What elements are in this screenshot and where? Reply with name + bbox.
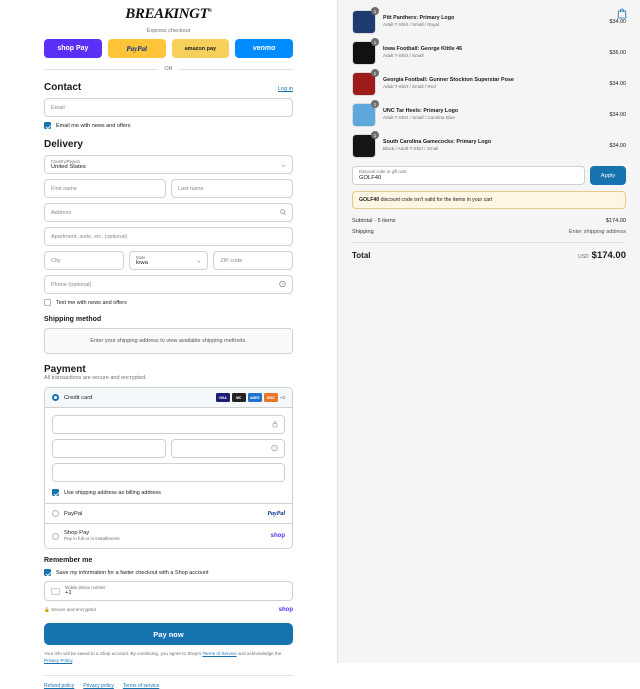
payment-title: Payment (44, 364, 86, 375)
product-price: $34.00 (609, 19, 626, 25)
amex-icon: AMEX (248, 393, 262, 402)
venmo-button[interactable]: venmo (235, 39, 293, 58)
card-number-field[interactable] (52, 415, 285, 434)
credit-card-radio[interactable] (52, 394, 59, 401)
billing-address-checkbox[interactable] (52, 489, 59, 496)
shipping-row (352, 229, 626, 235)
product-info (383, 15, 603, 28)
legal-text-1: Your info will be saved to a Shop account. By continuing, you agree to Shop's (44, 651, 202, 656)
express-checkout-label: Express checkout (146, 28, 191, 34)
privacy-policy-link[interactable]: Privacy Policy (44, 657, 73, 663)
product-price: $34.00 (609, 112, 626, 118)
product-info (383, 108, 603, 121)
express-checkout-buttons (44, 39, 293, 58)
help-icon[interactable] (271, 444, 278, 453)
shop-pay-label: Shop Pay (64, 530, 90, 536)
privacy-policy-link[interactable]: Privacy policy (83, 682, 114, 689)
email-placeholder: Email (51, 104, 65, 111)
remember-me-title: Remember me (44, 557, 93, 564)
shop-pay-radio[interactable] (52, 533, 59, 540)
contact-title: Contact (44, 82, 82, 93)
secure-row (44, 607, 293, 613)
shipping-method-title: Shipping method (44, 316, 102, 323)
phone-placeholder: Phone (optional) (51, 281, 92, 288)
state-label: State (135, 254, 146, 260)
list-item (352, 41, 626, 65)
mobile-phone-label: Mobile phone number (65, 584, 106, 590)
store-header (0, 0, 337, 28)
shop-pay-option[interactable] (45, 523, 292, 548)
name-row (44, 179, 293, 203)
more-cards-label[interactable]: +3 (279, 395, 285, 400)
discount-warning-text: discount code isn't valid for the items in your cart (380, 197, 493, 203)
state-select[interactable] (129, 251, 209, 270)
legal-text-3: . (72, 657, 74, 663)
product-name: South Carolina Gamecocks: Primary Logo (383, 139, 492, 146)
cvv-field[interactable] (171, 439, 285, 458)
product-variant: Black / Adult T-Shirt / Small (383, 146, 439, 152)
paypal-label: PayPal (64, 510, 83, 517)
mobile-phone-value: +1 (65, 590, 72, 597)
chevron-down-icon: ⌄ (196, 258, 202, 264)
discount-warning (352, 191, 626, 209)
product-variant: Adult T-Shirt / Small / Carolina Blue (383, 115, 455, 121)
zip-placeholder: ZIP code (220, 257, 243, 264)
paypal-option[interactable] (45, 503, 292, 523)
total-amount (578, 250, 626, 261)
shop-pay-text (64, 530, 266, 542)
zip-field[interactable] (213, 251, 293, 270)
mastercard-icon: MC (232, 393, 246, 402)
product-thumbnail (352, 134, 376, 158)
quantity-badge: 1 (371, 69, 379, 77)
city-state-zip-row (44, 251, 293, 275)
help-icon[interactable] (279, 280, 286, 289)
refund-policy-link[interactable]: Refund policy (44, 682, 75, 689)
lock-icon (272, 420, 278, 429)
product-info (383, 46, 603, 59)
address-field[interactable] (44, 203, 293, 222)
last-name-placeholder: Last name (178, 185, 204, 192)
last-name-field[interactable] (171, 179, 293, 198)
terms-of-service-link[interactable]: Terms of Service (202, 651, 237, 656)
secure-note: 🔒 Secure and encrypted (44, 607, 96, 612)
billing-address-label: Use shipping address as billing address (64, 489, 161, 496)
total-currency: USD (578, 254, 589, 260)
list-item (352, 10, 626, 34)
product-thumbnail (352, 103, 376, 127)
product-name: Iowa Football: George Kittle 46 (383, 46, 463, 53)
search-icon[interactable] (280, 209, 286, 217)
paypal-button[interactable]: PayPal (108, 39, 166, 58)
product-info (383, 139, 603, 152)
quantity-badge: 1 (371, 38, 379, 46)
terms-of-service-link[interactable]: Terms of service (122, 682, 160, 689)
apartment-placeholder: Apartment, suite, etc. (optional) (51, 233, 128, 240)
paypal-radio[interactable] (52, 510, 59, 517)
product-thumbnail (352, 10, 376, 34)
shop-logo-icon: shop (270, 533, 285, 539)
quantity-badge: 1 (371, 7, 379, 15)
country-label: Country/Region (51, 158, 81, 164)
store-logo[interactable]: BREAKINGT® (125, 5, 212, 22)
sms-checkbox[interactable] (44, 299, 51, 306)
shopping-bag-icon[interactable] (617, 8, 627, 21)
subtotal-row (352, 218, 626, 224)
amazon-pay-button[interactable]: amazon pay (172, 39, 230, 58)
shipping-value: Enter shipping address (568, 229, 626, 235)
contact-section-header (44, 82, 293, 93)
subtotal-value: $174.00 (605, 218, 626, 224)
shop-pay-button[interactable]: shop Pay (44, 39, 102, 58)
quantity-badge: 1 (371, 131, 379, 139)
visa-icon: VISA (216, 393, 230, 402)
product-variant: Adult T-Shirt / Small / Royal (383, 22, 440, 28)
credit-card-option[interactable] (45, 388, 292, 408)
phone-optional-field[interactable] (44, 275, 293, 294)
discount-warning-code: GOLF40 (359, 197, 380, 203)
product-name: UNC Tar Heels: Primary Logo (383, 108, 459, 115)
save-info-label: Save my information for a faster checkout with a Shop account (56, 569, 209, 576)
product-variant: Adult T-Shirt / Small / Red (383, 84, 436, 90)
list-item (352, 134, 626, 158)
product-info (383, 77, 603, 90)
first-name-placeholder: First name (51, 185, 77, 192)
address-placeholder: Address (51, 209, 72, 216)
delivery-title: Delivery (44, 139, 83, 150)
total-label: Total (352, 251, 371, 260)
footer-links (44, 675, 293, 689)
discount-code-input[interactable] (352, 166, 585, 185)
email-field[interactable] (44, 98, 293, 117)
shop-logo-icon: shop (278, 607, 293, 613)
country-select[interactable] (44, 155, 293, 174)
express-divider (44, 66, 293, 72)
country-value: United States (51, 163, 86, 170)
save-info-checkbox[interactable] (44, 569, 51, 576)
city-field[interactable] (44, 251, 124, 270)
card-form (45, 408, 292, 503)
divider (352, 242, 626, 243)
discover-icon: DISC (264, 393, 278, 402)
mobile-phone-field[interactable] (44, 581, 293, 601)
apartment-field[interactable] (44, 227, 293, 246)
list-item (352, 103, 626, 127)
mobile-phone-text (65, 586, 106, 596)
state-value: Iowa (135, 259, 148, 266)
quantity-badge: 1 (371, 100, 379, 108)
payment-methods (44, 387, 293, 549)
city-placeholder: City (51, 257, 61, 264)
divider-label: OR (164, 66, 173, 72)
log-in-link[interactable]: Log in (278, 86, 293, 92)
name-on-card-field[interactable] (52, 463, 285, 482)
newsletter-checkbox-row[interactable] (44, 122, 293, 129)
subtotal-label: Subtotal · 5 items (352, 218, 396, 224)
billing-address-checkbox-row[interactable] (52, 487, 285, 496)
payment-subtitle: All transactions are secure and encrypted. (44, 375, 147, 381)
pay-now-button[interactable]: Pay now (44, 623, 293, 645)
total-value: $174.00 (591, 250, 626, 261)
divider-line-left (44, 69, 158, 70)
newsletter-label: Email me with news and offers (56, 122, 131, 129)
legal-text-2: and acknowledge the (237, 651, 282, 656)
accepted-cards (216, 393, 285, 402)
sms-checkbox-row[interactable] (44, 299, 293, 306)
us-flag-icon (51, 588, 60, 595)
product-price: $34.00 (609, 143, 626, 149)
shipping-label: Shipping (352, 229, 374, 235)
save-info-checkbox-row[interactable] (44, 569, 293, 576)
paypal-logo-icon: PayPal (267, 510, 285, 517)
chevron-down-icon: ⌄ (280, 162, 286, 168)
total-row (352, 250, 626, 261)
product-variant: Adult T-Shirt / Small (383, 53, 424, 59)
discount-row (352, 166, 626, 185)
svg-text:?: ? (273, 445, 276, 450)
shop-pay-sub: Pay in full or in installments (64, 536, 120, 541)
expiry-field[interactable] (52, 439, 166, 458)
expiry-cvv-row (52, 439, 285, 463)
divider-line-right (179, 69, 293, 70)
discount-label: Discount code or gift card (359, 169, 407, 175)
product-name: Pitt Panthers: Primary Logo (383, 15, 455, 22)
product-thumbnail (352, 72, 376, 96)
product-thumbnail (352, 41, 376, 65)
apply-discount-button[interactable]: Apply (590, 166, 626, 185)
sms-label: Text me with news and offers (56, 299, 127, 306)
credit-card-label: Credit card (64, 394, 93, 401)
order-summary (337, 0, 640, 663)
list-item (352, 72, 626, 96)
shipping-method-notice: Enter your shipping address to view available shipping methods. (44, 328, 293, 354)
discount-value: GOLF40 (359, 174, 382, 181)
product-price: $36.00 (609, 50, 626, 56)
newsletter-checkbox[interactable] (44, 122, 51, 129)
svg-text:?: ? (281, 281, 284, 286)
product-name: Georgia Football: Gunner Stockton Superstar Pose (383, 77, 514, 84)
first-name-field[interactable] (44, 179, 166, 198)
product-price: $34.00 (609, 81, 626, 87)
